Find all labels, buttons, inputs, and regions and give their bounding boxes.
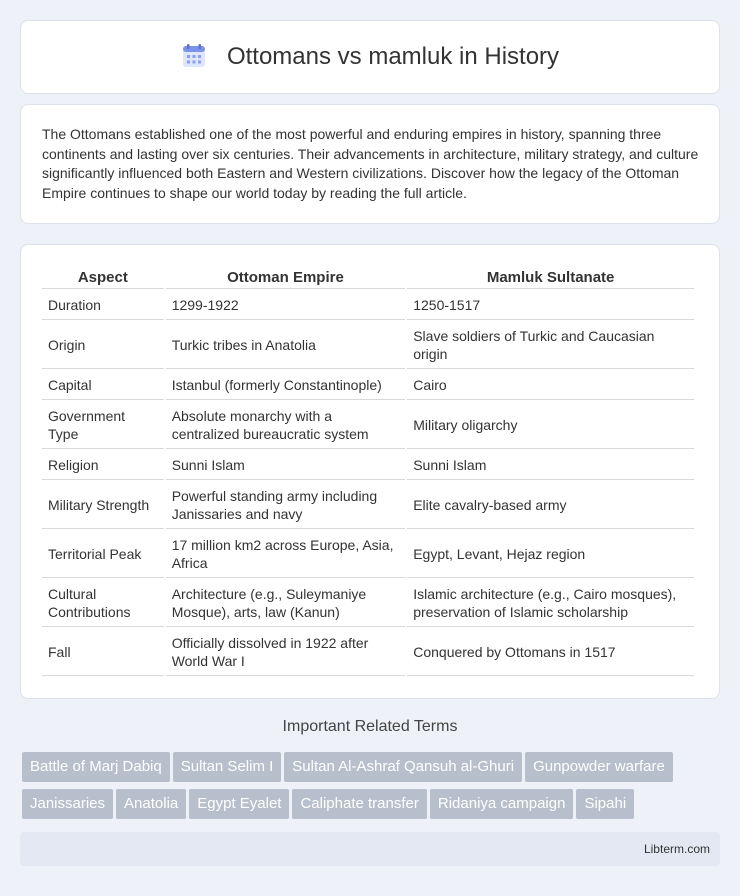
related-term-tag[interactable]: Anatolia [116,789,186,819]
table-row [42,529,694,578]
cell-aspect: Duration [42,289,164,320]
comparison-table [40,265,696,676]
cell-aspect: Military Strength [42,480,164,529]
cell-mamluk: Military oligarchy [407,400,694,449]
table-row [42,578,694,627]
cell-aspect: Religion [42,449,164,480]
related-term-tag[interactable]: Sultan Al-Ashraf Qansuh al-Ghuri [284,752,522,782]
cell-ottoman: Architecture (e.g., Suleymaniye Mosque), arts, law (Kanun) [166,578,406,627]
cell-ottoman: 1299-1922 [166,289,406,320]
header-mamluk: Mamluk Sultanate [407,265,694,289]
cell-mamluk: Conquered by Ottomans in 1517 [407,627,694,676]
cell-ottoman: Turkic tribes in Anatolia [166,320,406,369]
cell-mamluk: Sunni Islam [407,449,694,480]
cell-mamluk: Slave soldiers of Turkic and Caucasian origin [407,320,694,369]
related-term-tag[interactable]: Caliphate transfer [292,789,426,819]
footer [20,832,720,866]
cell-ottoman: 17 million km2 across Europe, Asia, Africa [166,529,406,578]
calendar-icon [181,43,207,69]
cell-ottoman: Istanbul (formerly Constantinople) [166,369,406,400]
related-term-tag[interactable]: Ridaniya campaign [430,789,574,819]
header-aspect: Aspect [42,265,164,289]
related-terms-list [22,752,722,826]
related-term-tag[interactable]: Battle of Marj Dabiq [22,752,170,782]
cell-mamluk: 1250-1517 [407,289,694,320]
title-card [20,20,720,94]
footer-brand-link[interactable]: Libterm.com [643,842,710,856]
cell-aspect: Capital [42,369,164,400]
intro-text: The Ottomans established one of the most powerful and enduring empires in history, spanning three continents and lasting over six centuries. Their advancements in architecture, military strategy, and culture significantly influenced both Eastern and Western civilizations. Discover how the legacy of the Ottoman Empire continues to shape our world today by reading the full article. [42,126,699,201]
page-title: Ottomans vs mamluk in History [226,43,560,70]
table-row [42,627,694,676]
comparison-card [20,244,720,699]
related-term-tag[interactable]: Egypt Eyalet [189,789,289,819]
table-row [42,449,694,480]
table-row [42,320,694,369]
related-term-tag[interactable]: Sipahi [576,789,634,819]
cell-aspect: Cultural Contributions [42,578,164,627]
related-term-tag[interactable]: Janissaries [22,789,113,819]
cell-mamluk: Elite cavalry-based army [407,480,694,529]
cell-aspect: Origin [42,320,164,369]
table-row [42,400,694,449]
related-term-tag[interactable]: Sultan Selim I [173,752,282,782]
cell-mamluk: Cairo [407,369,694,400]
cell-ottoman: Sunni Islam [166,449,406,480]
cell-ottoman: Officially dissolved in 1922 after World War I [166,627,406,676]
table-row [42,289,694,320]
cell-aspect: Government Type [42,400,164,449]
related-term-tag[interactable]: Gunpowder warfare [525,752,673,782]
table-row [42,480,694,529]
intro-card [20,104,720,224]
cell-aspect: Territorial Peak [42,529,164,578]
cell-mamluk: Islamic architecture (e.g., Cairo mosques), preservation of Islamic scholarship [407,578,694,627]
related-terms-title: Important Related Terms [282,718,458,735]
header-ottoman: Ottoman Empire [166,265,406,289]
cell-aspect: Fall [42,627,164,676]
cell-mamluk: Egypt, Levant, Hejaz region [407,529,694,578]
table-row [42,369,694,400]
cell-ottoman: Powerful standing army including Janissaries and navy [166,480,406,529]
cell-ottoman: Absolute monarchy with a centralized bureaucratic system [166,400,406,449]
